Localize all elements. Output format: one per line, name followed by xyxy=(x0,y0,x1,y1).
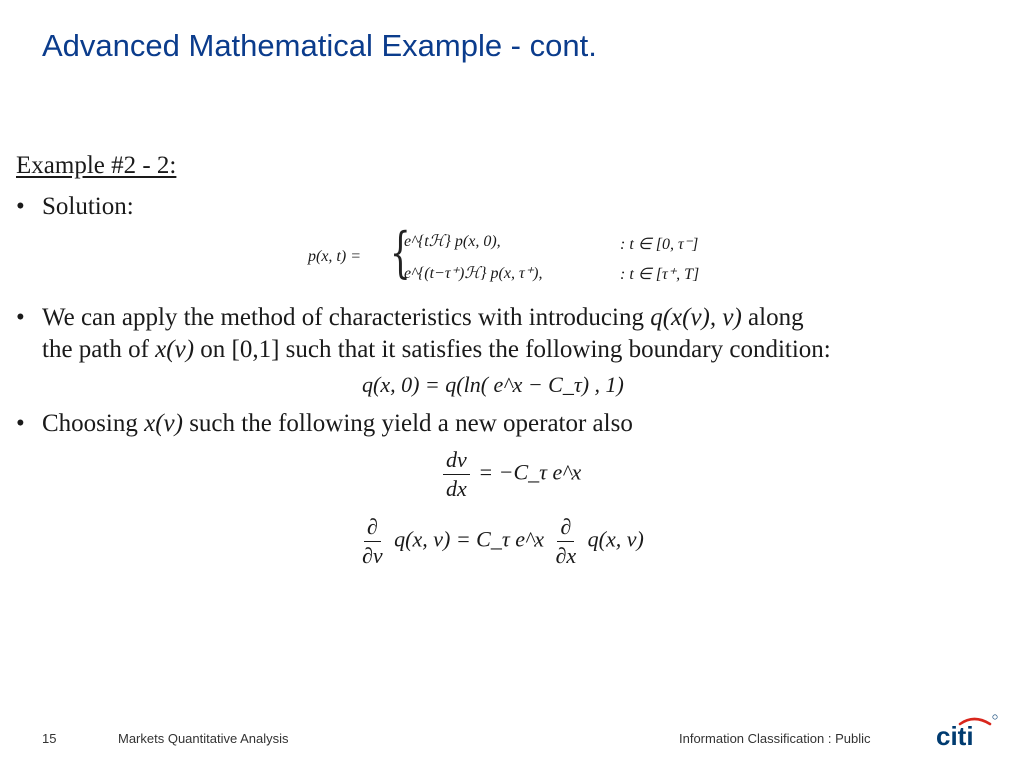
equation-rhs: = −C_τ e^x xyxy=(478,459,582,485)
fraction-numerator: dv xyxy=(443,446,470,475)
text-segment: Choosing xyxy=(42,410,138,437)
text-segment: along xyxy=(748,304,804,331)
bullet-icon: • xyxy=(16,410,25,437)
bullet-line-2 xyxy=(42,334,831,366)
slide-title: Advanced Mathematical Example - cont. xyxy=(42,28,597,63)
fraction-denominator: ∂v xyxy=(362,543,383,568)
fraction xyxy=(443,446,470,503)
logo-text: citi xyxy=(936,721,974,748)
piecewise-condition-1: : t ∈ [0, τ⁻] xyxy=(620,236,699,253)
text-segment: the path of xyxy=(42,336,149,363)
fraction-denominator: dx xyxy=(446,476,467,501)
left-brace-icon: { xyxy=(390,221,411,284)
bullet-text xyxy=(42,408,633,440)
text-segment: We can apply the method of characteristics with introducing xyxy=(42,304,644,331)
piecewise-case-2: e^{(t−τ⁺)ℋ} p(x, τ⁺), xyxy=(404,265,543,282)
dv-dx-equation xyxy=(440,446,581,503)
bullet-icon: • xyxy=(16,193,25,220)
fraction-denominator: ∂x xyxy=(555,543,577,568)
fraction-numerator: ∂ xyxy=(364,513,381,542)
fraction xyxy=(553,513,580,570)
piecewise-lhs: p(x, t) = xyxy=(308,248,361,265)
math-inline: x(v) xyxy=(155,336,195,363)
text-segment: on xyxy=(200,336,226,363)
fraction xyxy=(359,513,386,570)
bullet-line-1 xyxy=(42,302,804,334)
math-inline: q(x(v), v) xyxy=(650,304,742,331)
equation-tail: q(x, v) xyxy=(587,526,644,552)
fraction-numerator: ∂ xyxy=(557,513,574,542)
piecewise-condition-2: : t ∈ [τ⁺, T] xyxy=(620,266,700,283)
operator-equation xyxy=(356,513,644,570)
footer-department: Markets Quantitative Analysis xyxy=(118,731,289,746)
math-inline: x(v) xyxy=(144,410,183,437)
text-segment: such the following yield a new operator also xyxy=(189,410,633,437)
citi-logo-icon xyxy=(936,712,998,748)
bullet-text: Solution: xyxy=(42,193,134,220)
text-segment: such that it satisfies the following boundary condition: xyxy=(285,336,831,363)
bullet-icon: • xyxy=(16,304,25,331)
piecewise-case-1: e^{tℋ} p(x, 0), xyxy=(404,233,501,250)
footer-classification: Information Classification : Public xyxy=(679,731,871,746)
boundary-condition-equation: q(x, 0) = q(ln( e^x − C_τ) , 1) xyxy=(362,372,624,397)
math-inline: [0,1] xyxy=(231,336,280,363)
page-number: 15 xyxy=(42,731,57,746)
example-heading: Example #2 - 2: xyxy=(16,152,177,179)
equation-middle: q(x, v) = C_τ e^x xyxy=(394,526,545,552)
